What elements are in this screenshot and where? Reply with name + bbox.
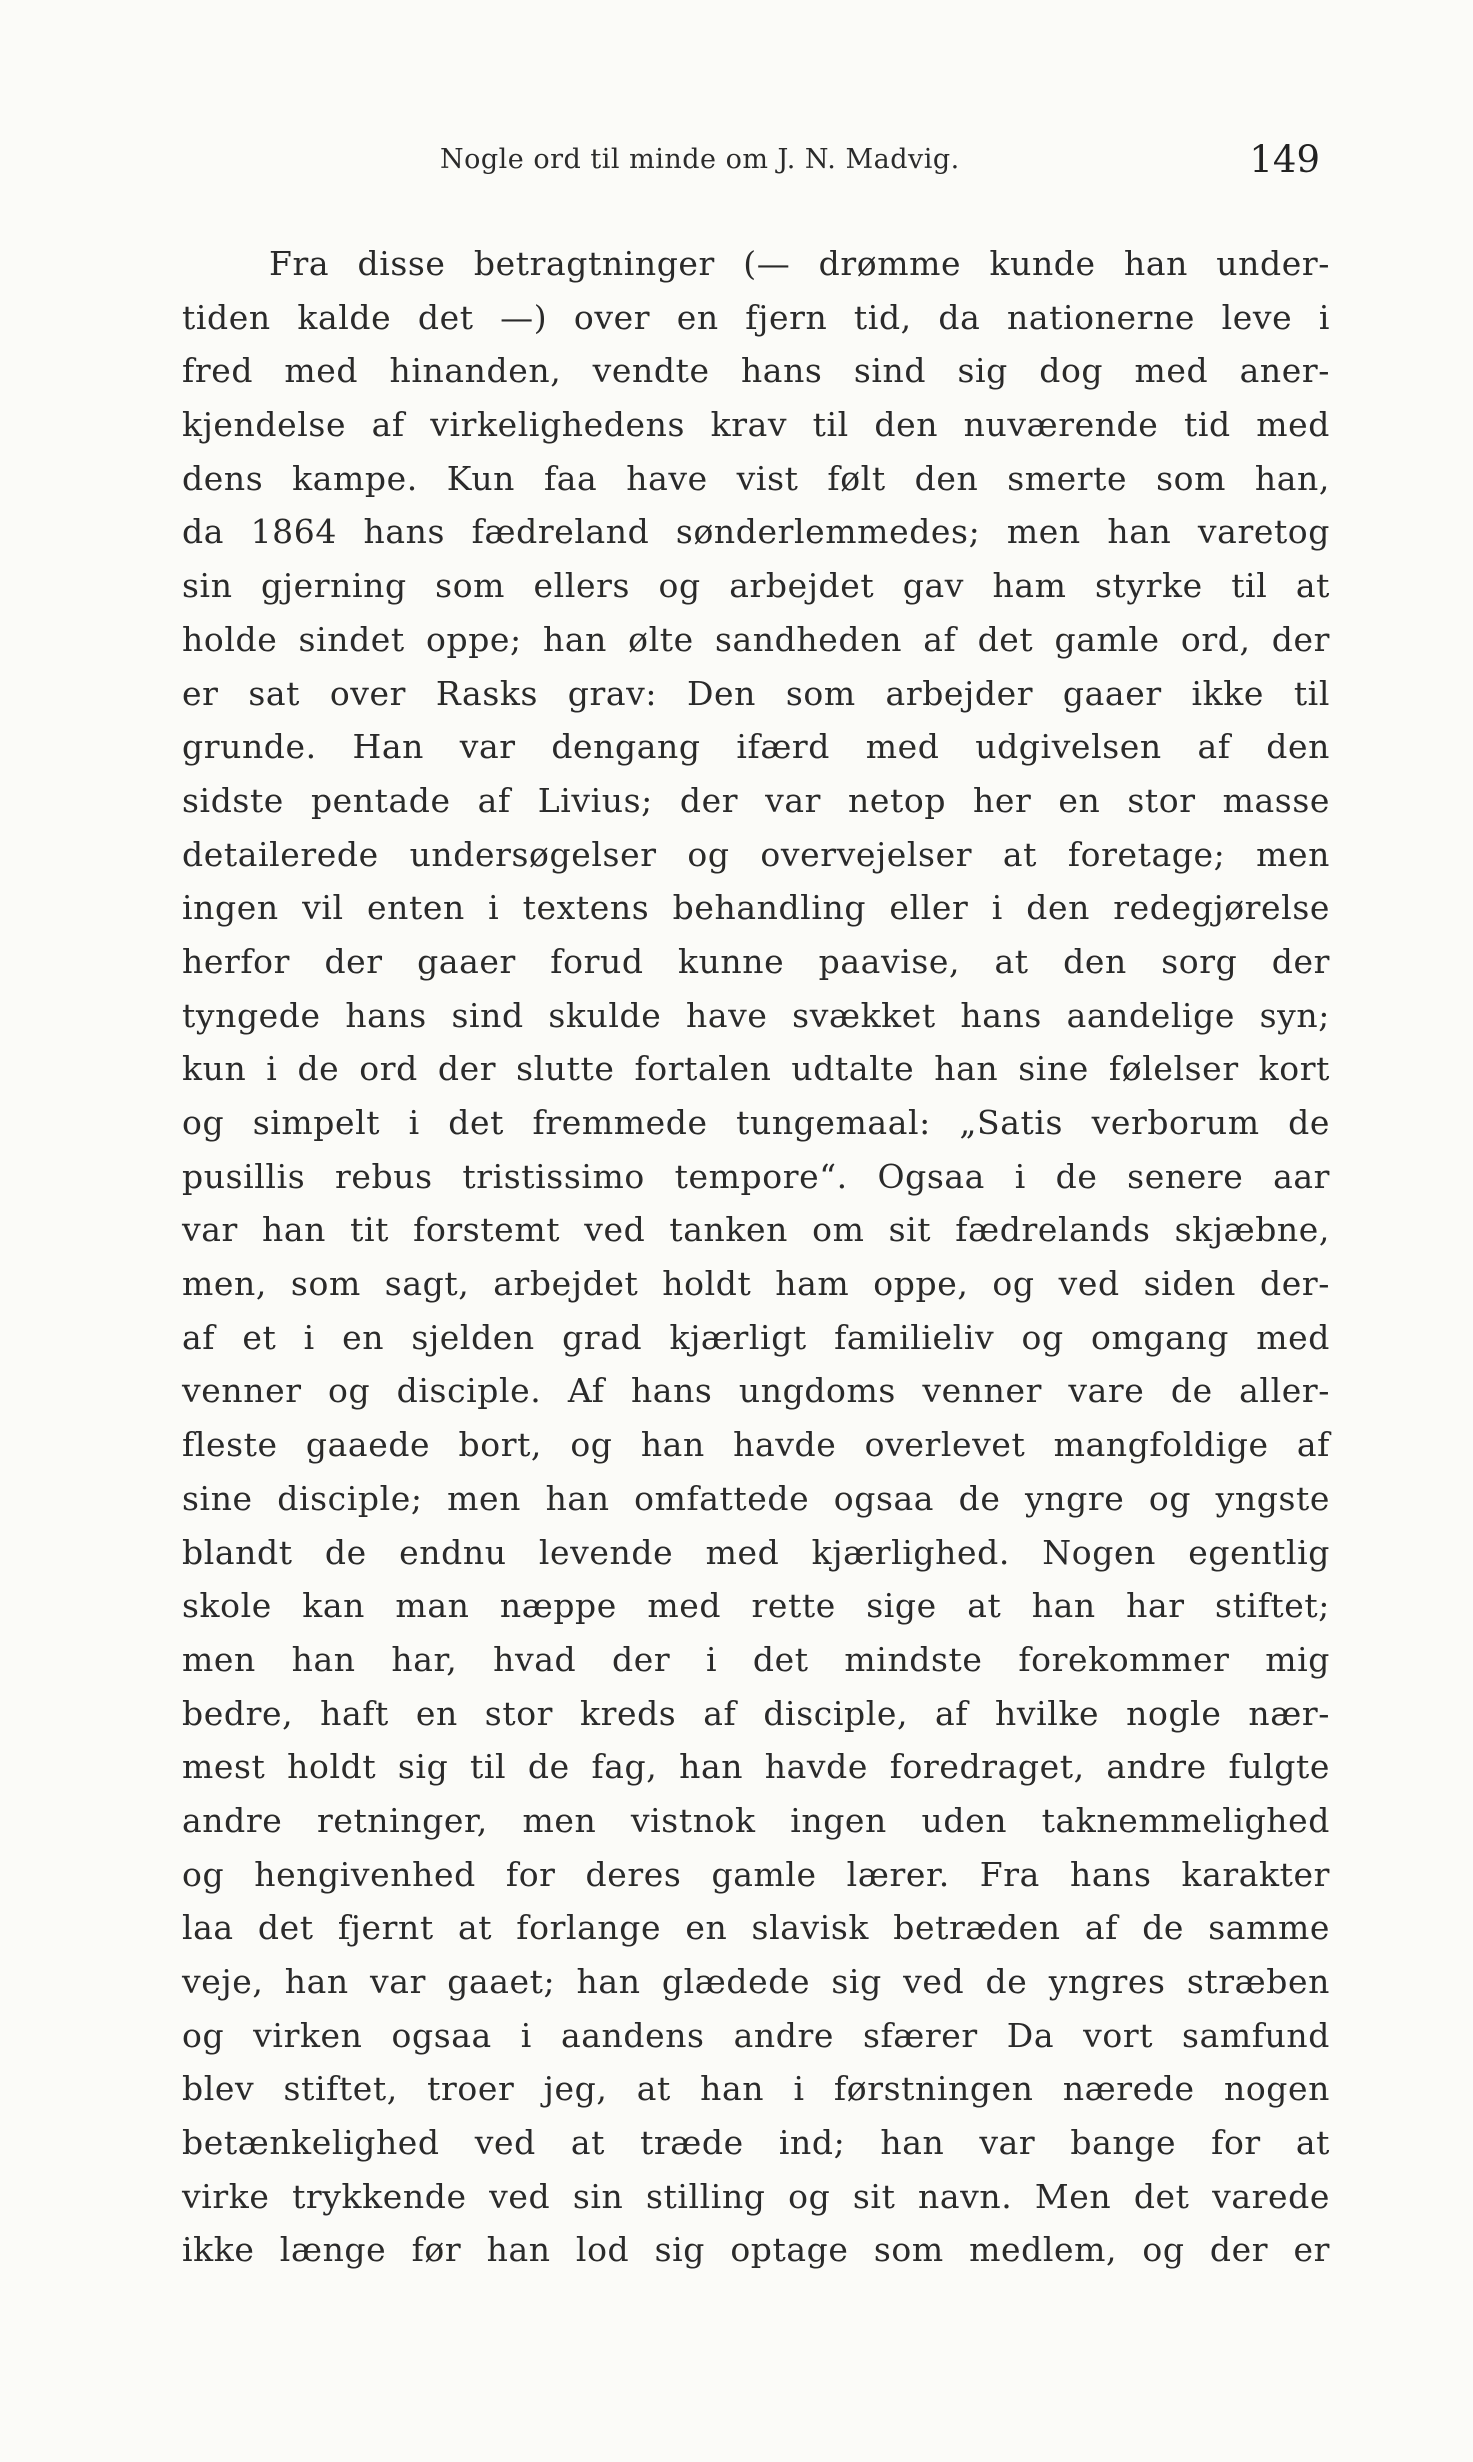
text-line: var han tit forstemt ved tanken om sit fædrelands skjæbne, xyxy=(182,1210,1330,1250)
text-line: og simpelt i det fremmede tungemaal: „Satis verborum de xyxy=(182,1103,1330,1142)
text-line: ikke længe før han lod sig optage som medlem, og der er xyxy=(182,2230,1330,2270)
page-number: 149 xyxy=(1249,138,1320,181)
text-line: sidste pentade af Livius; der var netop her en stor masse xyxy=(182,780,1330,820)
text-line: dens kampe. Kun faa have vist følt den smerte som han, xyxy=(182,458,1330,498)
body-text xyxy=(182,237,1330,2277)
text-line: mest holdt sig til de fag, han havde foredraget, andre fulgte xyxy=(182,1747,1330,1787)
text-line: detailerede undersøgelser og overvejelser at foretage; men xyxy=(182,834,1330,874)
text-line: Fra disse betragtninger (— drømme kunde han under- xyxy=(269,244,1330,283)
text-line: er sat over Rasks grav: Den som arbejder gaaer ikke til xyxy=(182,673,1330,713)
text-line: betænkelighed ved at træde ind; han var bange for at xyxy=(182,2123,1330,2163)
text-line: men, som sagt, arbejdet holdt ham oppe, og ved siden der- xyxy=(182,1264,1330,1304)
text-line: fleste gaaede bort, og han havde overlevet mangfoldige af xyxy=(182,1425,1330,1465)
text-line: ingen vil enten i textens behandling eller i den redegjørelse xyxy=(182,888,1330,928)
text-line: andre retninger, men vistnok ingen uden taknemmelighed xyxy=(182,1800,1330,1840)
page-header xyxy=(440,140,1320,190)
text-line: skole kan man næppe med rette sige at han har stiftet; xyxy=(182,1586,1330,1626)
text-line: og hengivenhed for deres gamle lærer. Fra hans karakter xyxy=(182,1854,1330,1894)
text-line: herfor der gaaer forud kunne paavise, at den sorg der xyxy=(182,941,1330,981)
text-line: laa det fjernt at forlange en slavisk betræden af de samme xyxy=(182,1908,1330,1948)
text-line: bedre, haft en stor kreds af disciple, af hvilke nogle nær- xyxy=(182,1693,1330,1733)
text-line: pusillis rebus tristissimo tempore“. Ogsaa i de senere aar xyxy=(182,1156,1330,1196)
text-line: holde sindet oppe; han ølte sandheden af det gamle ord, der xyxy=(182,619,1330,659)
text-line: sine disciple; men han omfattede ogsaa de yngre og yngste xyxy=(182,1478,1330,1518)
text-line: sin gjerning som ellers og arbejdet gav ham styrke til at xyxy=(182,566,1330,606)
text-line: blev stiftet, troer jeg, at han i førstningen nærede nogen xyxy=(182,2069,1330,2109)
text-line: veje, han var gaaet; han glædede sig ved de yngres stræben xyxy=(182,1962,1330,2001)
running-title: Nogle ord til minde om J. N. Madvig. xyxy=(440,144,960,175)
text-line: kjendelse af virkelighedens krav til den nuværende tid med xyxy=(182,405,1330,445)
text-line: af et i en sjelden grad kjærligt familieliv og omgang med xyxy=(182,1317,1330,1357)
text-line: tiden kalde det —) over en fjern tid, da nationerne leve i xyxy=(182,297,1330,337)
text-line: kun i de ord der slutte fortalen udtalte han sine følelser kort xyxy=(182,1049,1330,1089)
text-line: og virken ogsaa i aandens andre sfærer Da vort samfund xyxy=(182,2015,1330,2055)
text-line: fred med hinanden, vendte hans sind sig dog med aner- xyxy=(182,351,1330,391)
text-line: blandt de endnu levende med kjærlighed. Nogen egentlig xyxy=(182,1532,1330,1572)
text-line: grunde. Han var dengang ifærd med udgivelsen af den xyxy=(182,727,1330,767)
text-line: men han har, hvad der i det mindste forekommer mig xyxy=(182,1639,1330,1679)
text-line: venner og disciple. Af hans ungdoms venner vare de aller- xyxy=(182,1371,1330,1411)
text-line: virke trykkende ved sin stilling og sit navn. Men det varede xyxy=(182,2176,1330,2216)
text-line: da 1864 hans fædreland sønderlemmedes; men han varetog xyxy=(182,512,1330,552)
text-line: tyngede hans sind skulde have svækket hans aandelige syn; xyxy=(182,995,1330,1035)
